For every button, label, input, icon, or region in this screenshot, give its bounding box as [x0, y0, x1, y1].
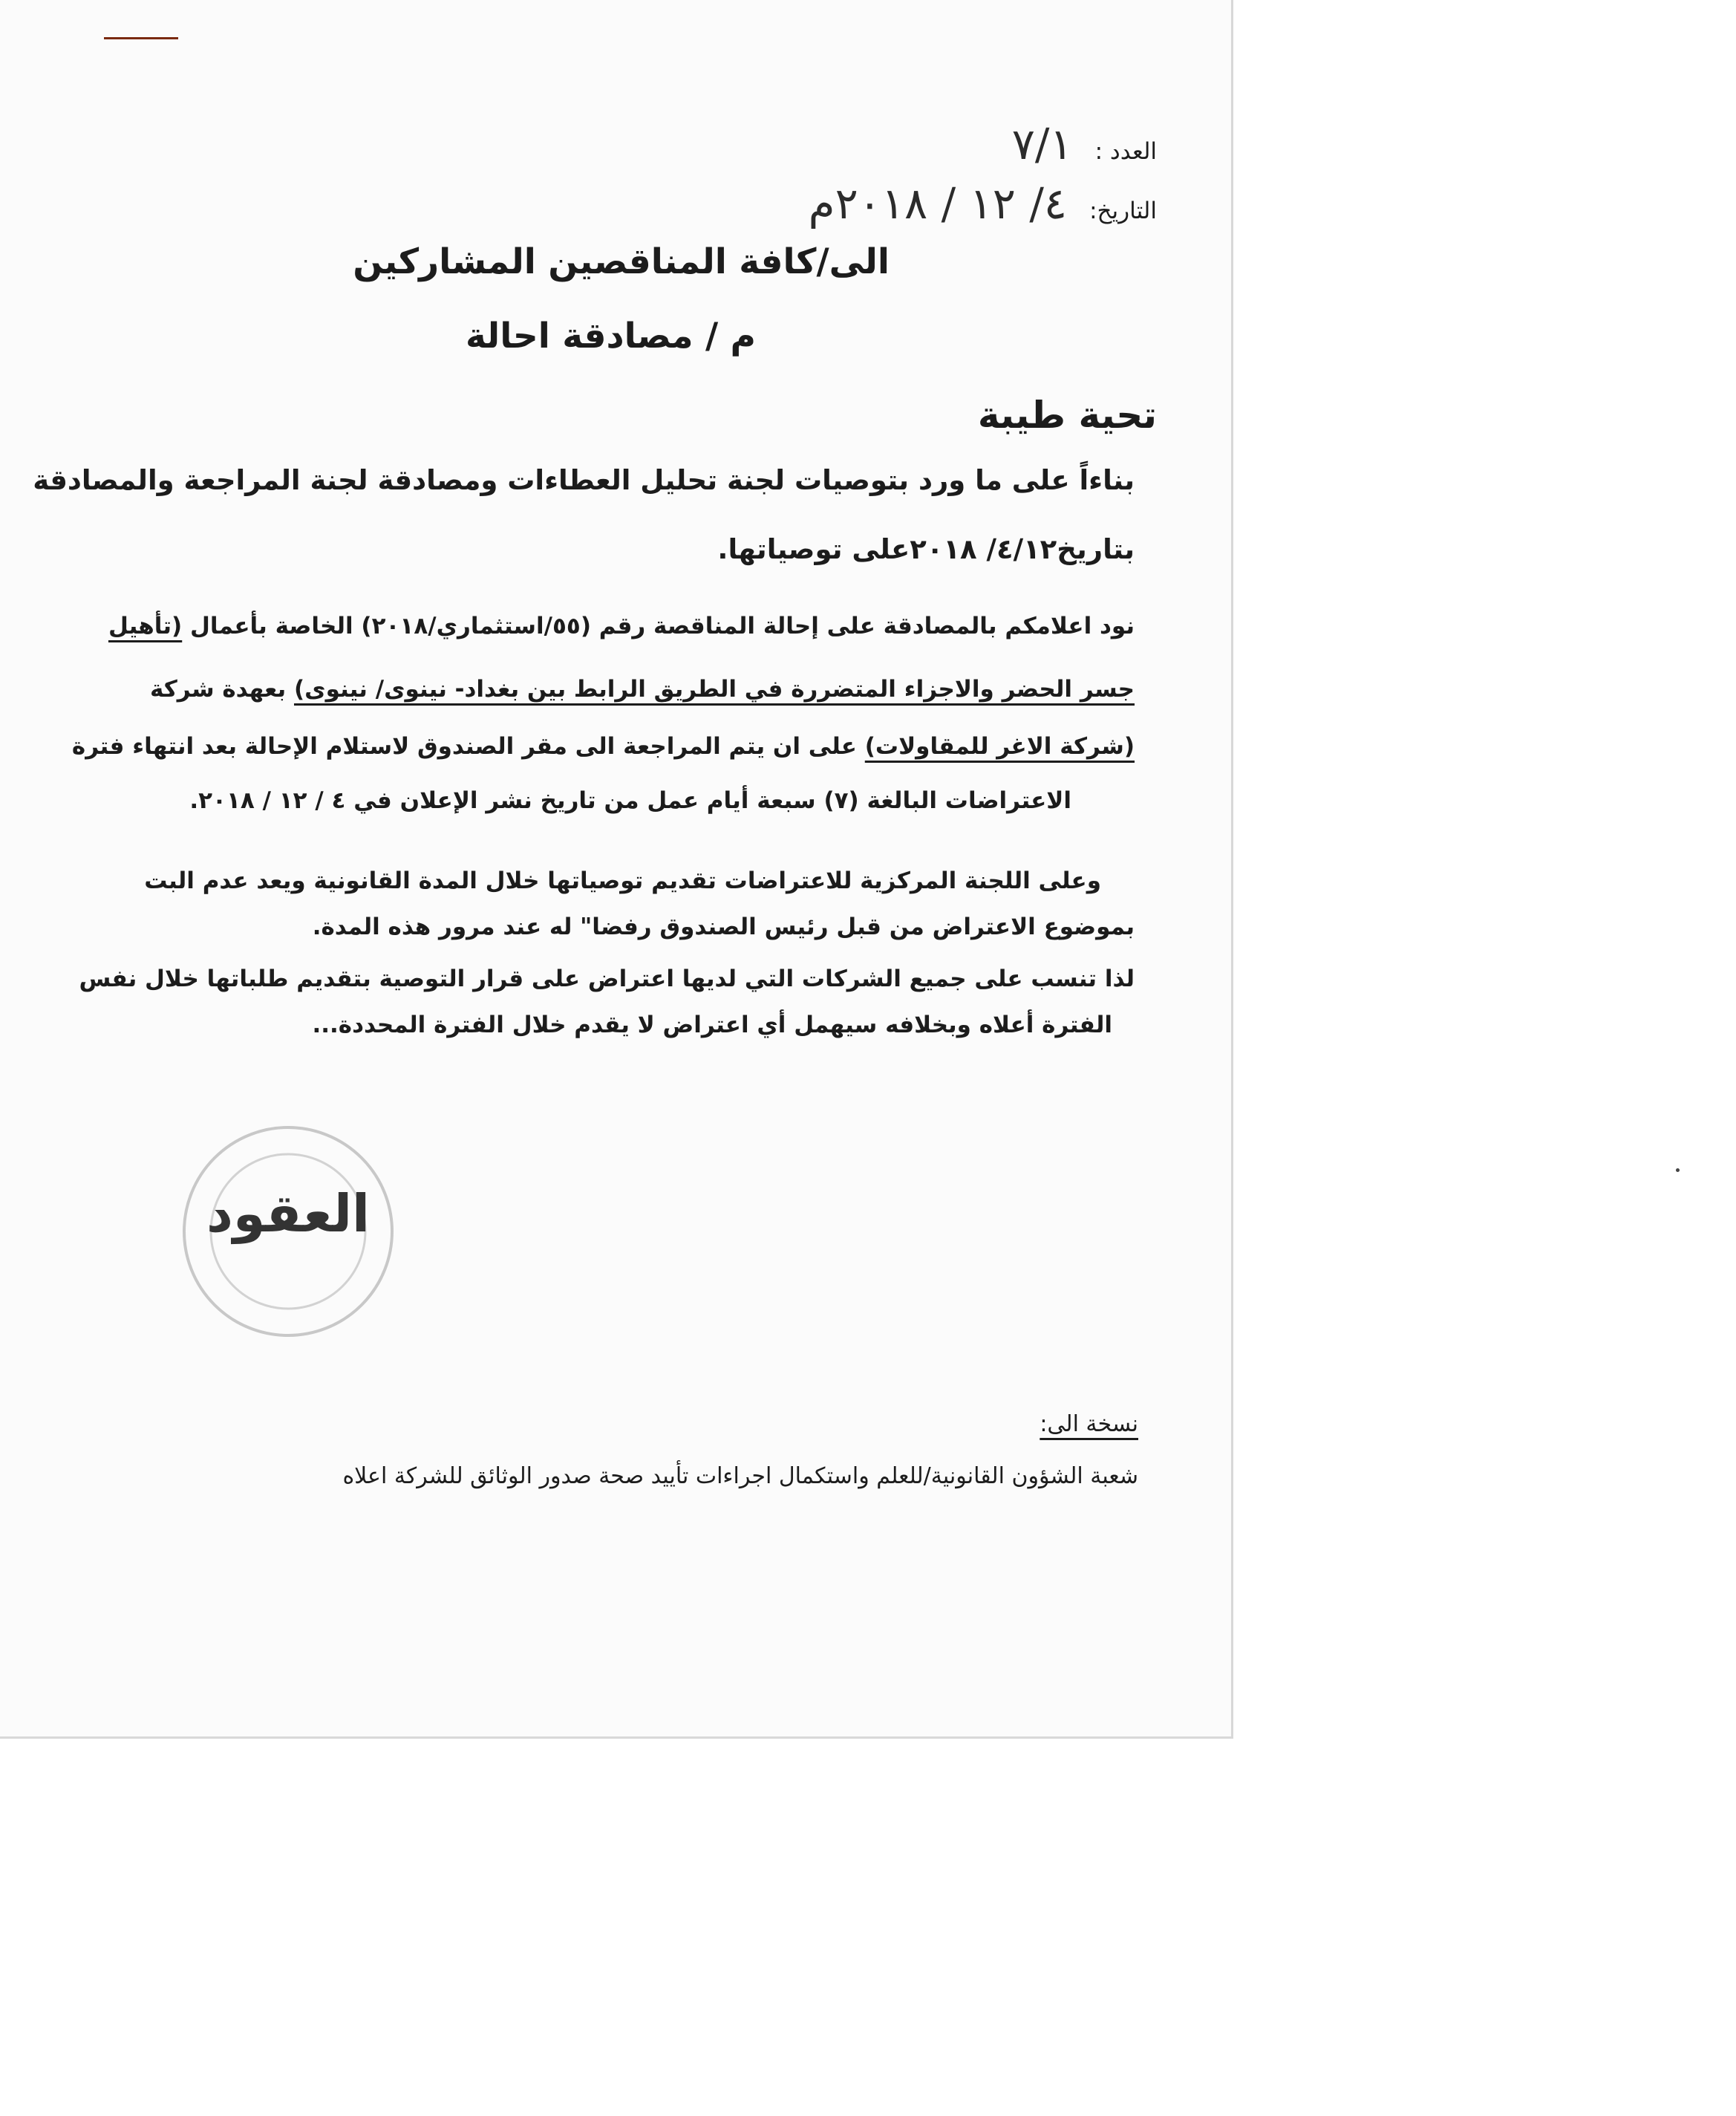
para2-line-1: وعلى اللجنة المركزية للاعتراضات تقديم توصياتها خلال المدة القانونية ويعد عدم البت	[144, 867, 1101, 894]
project-name: جسر الحضر والاجزاء المتضررة في الطريق الرابط بين بغداد- نينوى/ نينوى)	[293, 676, 1135, 703]
number-row	[1012, 119, 1157, 169]
para1-text: نود اعلامكم بالمصادقة على إحالة المناقصة رقم (٥٥/استثماري/٢٠١٨) الخاصة بأعمال	[182, 613, 1135, 639]
greeting: تحية طيبة	[977, 394, 1157, 437]
stamp-label: العقود	[206, 1183, 370, 1244]
date-row	[809, 178, 1157, 229]
para1-text: على ان يتم المراجعة الى مقر الصندوق لاستلام الإحالة بعد انتهاء فترة	[71, 733, 865, 760]
number-label: العدد :	[1094, 138, 1157, 165]
para1-underlined: (تأهيل	[108, 613, 183, 639]
scan-speck	[1676, 1168, 1680, 1172]
intro-line-1: بناءاً على ما ورد بتوصيات لجنة تحليل العطاءات ومصادقة لجنة المراجعة والمصادقة	[33, 464, 1135, 496]
copy-to-line: شعبة الشؤون القانونية/للعلم واستكمال اجراءات تأييد صحة صدور الوثائق للشركة اعلاه	[342, 1463, 1138, 1489]
date-label: التاريخ:	[1089, 198, 1157, 224]
recipient-line: الى/كافة المناقصين المشاركين	[353, 241, 890, 282]
contracts-stamp	[177, 1120, 399, 1343]
para1-line-3	[72, 733, 1135, 760]
para1-line-2	[150, 676, 1135, 703]
number-handwritten: ٧/١	[1011, 119, 1073, 169]
para1-line-1	[108, 613, 1135, 639]
copy-to-label: نسخة الى:	[1040, 1411, 1138, 1437]
intro-line-2: بتاريخ٤/١٢/ ٢٠١٨على توصياتها.	[717, 533, 1135, 565]
para3-line-1: لذا تنسب على جميع الشركات التي لديها اعتراض على قرار التوصية بتقديم طلباتها خلال نفس	[79, 966, 1135, 992]
subject-line: م / مصادقة احالة	[466, 316, 756, 357]
para2-line-2: بموضوع الاعتراض من قبل رئيس الصندوق رفضا" له عند مرور هذه المدة.	[312, 914, 1135, 940]
para1-text: بعهدة شركة	[149, 676, 294, 703]
para1-line-4: الاعتراضات البالغة (٧) سبعة أيام عمل من تاريخ نشر الإعلان في ٤ / ١٢ / ٢٠١٨.	[189, 787, 1071, 814]
date-handwritten: ٤/ ١٢ / ٢٠١٨م	[808, 178, 1068, 229]
corner-mark	[104, 37, 178, 39]
para3-line-2: الفترة أعلاه وبخلافه سيهمل أي اعتراض لا يقدم خلال الفترة المحددة...	[312, 1012, 1112, 1038]
company-name: (شركة الاغر للمقاولات)	[864, 733, 1135, 760]
